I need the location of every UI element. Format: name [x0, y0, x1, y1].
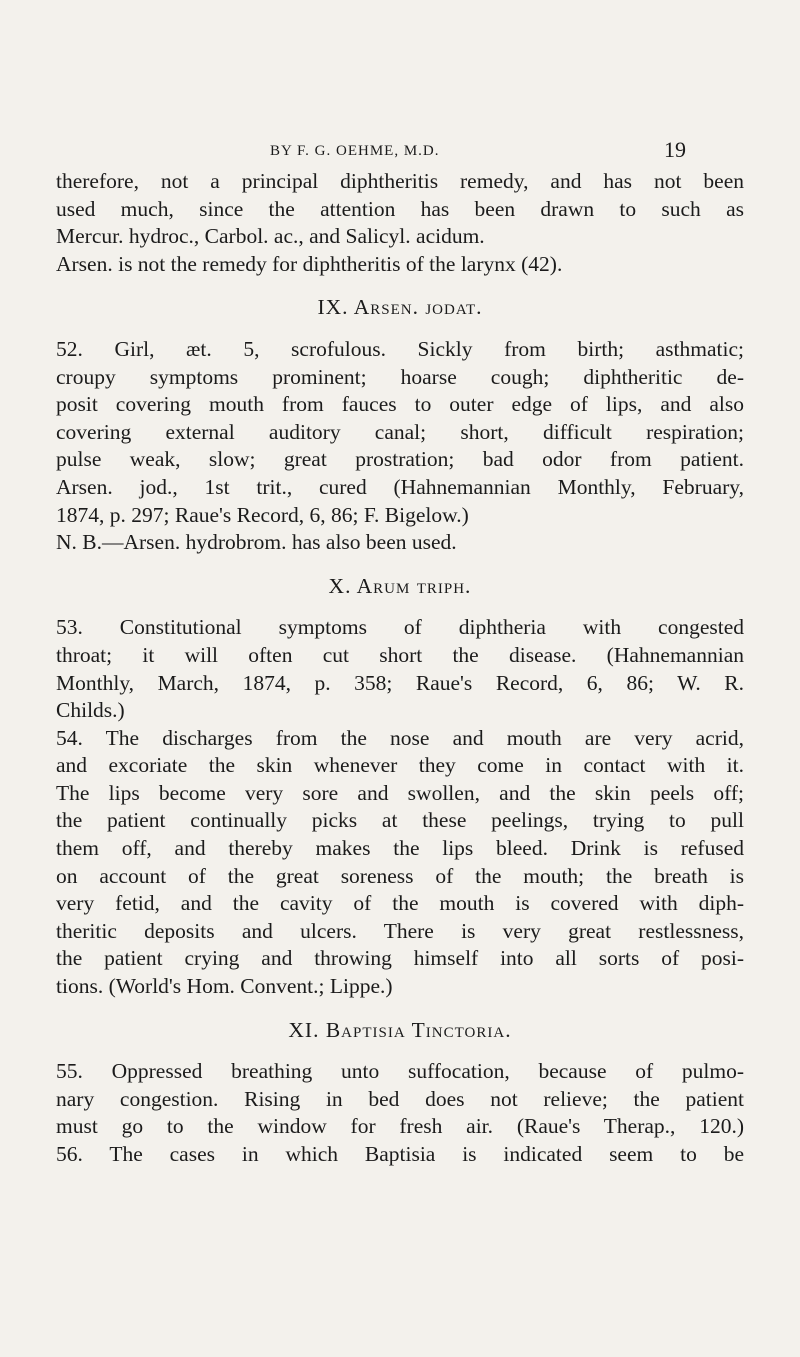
text-line: Monthly, March, 1874, p. 358; Raue's Record, 6, 86; W. R.: [56, 670, 744, 695]
text-line: 1874, p. 297; Raue's Record, 6, 86; F. Bigelow.): [56, 502, 469, 527]
text-line: 53. Constitutional symptoms of diphtheria with congested: [56, 615, 744, 640]
text-line: pulse weak, slow; great prostration; bad odor from patient.: [56, 447, 744, 472]
text-line: and excoriate the skin whenever they come in contact with it.: [56, 753, 744, 778]
text-line: throat; it will often cut short the disease. (Hahnemannian: [56, 642, 744, 667]
text-line: posit covering mouth from fauces to outer edge of lips, and also: [56, 392, 744, 417]
text-line: the patient crying and throwing himself into all sorts of posi-: [56, 946, 744, 971]
text-line: theritic deposits and ulcers. There is very great restlessness,: [56, 918, 744, 943]
section-heading: XI. Baptisia Tinctoria.: [288, 1017, 512, 1042]
text-line: croupy symptoms prominent; hoarse cough; diphtheritic de-: [56, 364, 744, 389]
text-line: Arsen. jod., 1st trit., cured (Hahnemannian Monthly, February,: [56, 474, 744, 499]
text-line: 52. Girl, æt. 5, scrofulous. Sickly from birth; asthmatic;: [56, 336, 744, 361]
text-line: 55. Oppressed breathing unto suffocation, because of pulmo-: [56, 1059, 744, 1084]
page-number: 19: [664, 137, 686, 162]
text-line: 54. The discharges from the nose and mouth are very acrid,: [56, 725, 744, 750]
text-line: Arsen. is not the remedy for diphtheritis of the larynx (42).: [56, 251, 563, 276]
text-line: must go to the window for fresh air. (Raue's Therap., 120.): [56, 1114, 744, 1139]
text-line: 56. The cases in which Baptisia is indicated seem to be: [56, 1142, 744, 1166]
section-heading: X. Arum triph.: [328, 573, 472, 598]
text-line: covering external auditory canal; short, difficult respiration;: [56, 419, 744, 444]
running-header: BY F. G. OEHME, M.D.: [270, 143, 440, 159]
text-line: on account of the great soreness of the mouth; the breath is: [56, 863, 744, 888]
text-line: N. B.—Arsen. hydrobrom. has also been used.: [56, 530, 457, 555]
text-line: tions. (World's Hom. Convent.; Lippe.): [56, 974, 393, 999]
body-text: [56, 168, 744, 1169]
text-line: very fetid, and the cavity of the mouth is covered with diph-: [56, 891, 744, 916]
text-line: Childs.): [56, 698, 125, 723]
section-heading: IX. Arsen. jodat.: [317, 295, 483, 320]
text-line: Mercur. hydroc., Carbol. ac., and Salicyl. acidum.: [56, 224, 485, 249]
text-line: therefore, not a principal diphtheritis remedy, and has not been: [56, 169, 744, 193]
text-line: nary congestion. Rising in bed does not relieve; the patient: [56, 1086, 744, 1111]
text-line: used much, since the attention has been drawn to such as: [56, 196, 744, 221]
text-line: The lips become very sore and swollen, and the skin peels off;: [56, 780, 744, 805]
text-line: them off, and thereby makes the lips bleed. Drink is refused: [56, 836, 744, 861]
text-line: the patient continually picks at these peelings, trying to pull: [56, 808, 744, 833]
